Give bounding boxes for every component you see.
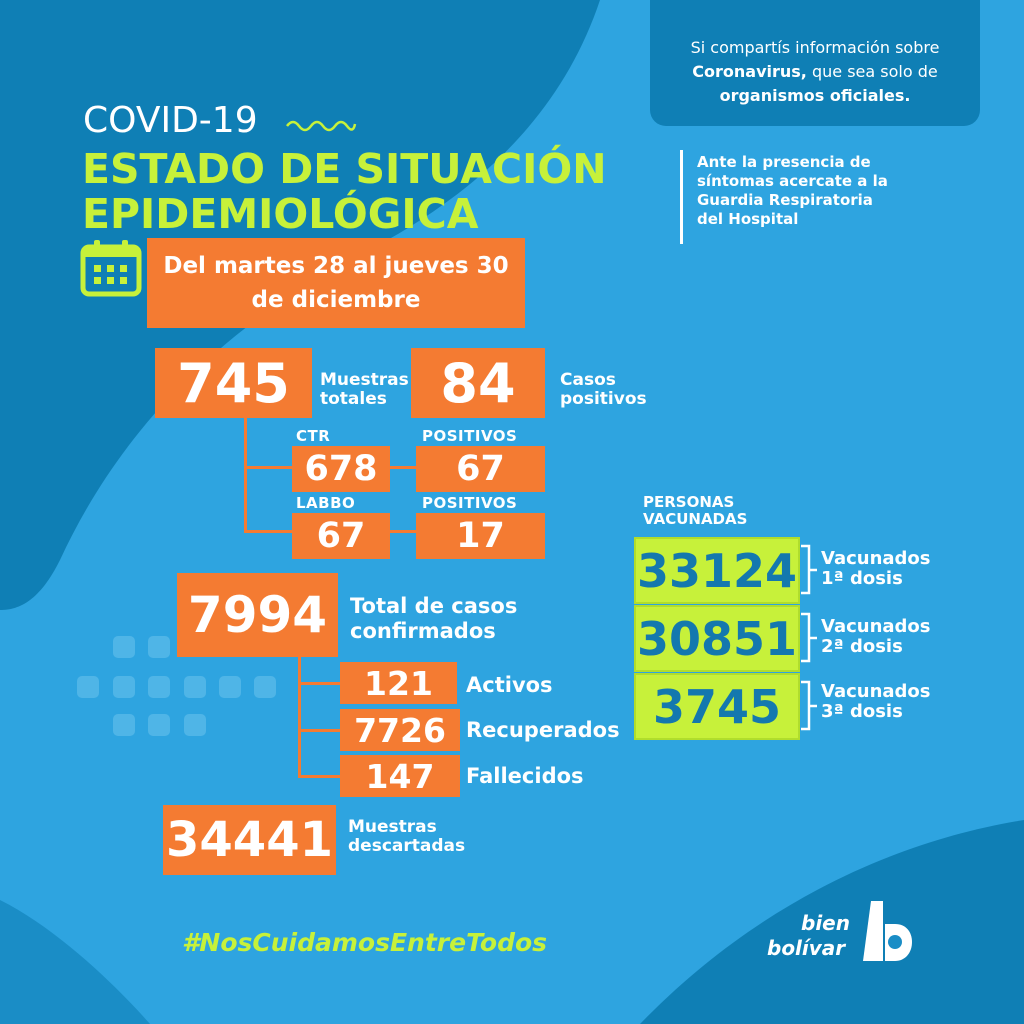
notice-text [650,36,980,108]
date-line2: de diciembre [251,287,421,313]
dose1-label-2: 1ª dosis [821,568,903,589]
advice-line3: Guardia Respiratoria [697,191,873,209]
positive-cases-label-1: Casos [560,370,616,390]
dose3-label-1: Vacunados [821,681,931,702]
logo-line1: bien [801,911,850,935]
labbo-connector [244,530,292,533]
logo-mark-icon [859,898,913,964]
covid-label: COVID-19 [83,100,258,141]
total-samples-label-2: totales [320,389,387,409]
logo [765,898,915,968]
page-title-line2: EPIDEMIOLÓGICA [82,190,479,238]
confirmed-total-value: 7994 [177,573,338,657]
dose2-label-1: Vacunados [821,616,931,637]
ctr-label: CTR [296,427,331,445]
labbo-value: 67 [292,513,390,559]
advice-text [697,153,888,229]
confirmed-label-1: Total de casos [350,594,518,618]
labbo-positive-label: POSITIVOS [422,494,518,512]
discarded-value: 34441 [163,805,336,875]
vaccinated-title-2: VACUNADAS [643,510,748,528]
date-range-box [147,238,525,328]
confirmed-total-label [350,594,517,644]
dose1-label-1: Vacunados [821,548,931,569]
ctr-connector [244,466,292,469]
vaccinated-title-1: PERSONAS [643,493,735,511]
labbo-positive-value: 17 [416,513,545,559]
active-connector [298,682,340,685]
labbo-label: LABBO [296,494,356,512]
ctr-positive-label: POSITIVOS [422,427,518,445]
calendar-icon [80,239,142,297]
vaccine-brackets [799,543,819,735]
active-label: Activos [466,673,553,697]
notice-line2-bold: Coronavirus, [692,62,807,81]
active-value: 121 [340,662,457,704]
samples-connector [244,418,247,532]
dose1-value: 33124 [634,537,800,604]
ctr-positive-connector [390,466,416,469]
recovered-connector [298,729,340,732]
discarded-label-2: descartadas [348,836,466,856]
ctr-positive-value: 67 [416,446,545,492]
dose2-label [821,617,931,657]
notice-line2-rest: que sea solo de [806,62,938,81]
notice-line1: Si compartís información sobre [690,38,940,57]
ctr-value: 678 [292,446,390,492]
advice-line4: del Hospital [697,210,799,228]
confirmed-label-2: confirmados [350,619,496,643]
deceased-connector [298,775,340,778]
page-title-line1: ESTADO DE SITUACIÓN [82,145,607,193]
recovered-value: 7726 [340,709,460,751]
advice-line2: síntomas acercate a la [697,172,888,190]
dose1-label [821,549,931,589]
total-samples-label [320,371,409,409]
positive-cases-label [560,371,647,409]
dose3-label-2: 3ª dosis [821,701,903,722]
dose2-value: 30851 [634,605,800,672]
deceased-value: 147 [340,755,460,797]
vaccinated-title [643,494,747,528]
advice-line1: Ante la presencia de [697,153,871,171]
dose3-value: 3745 [634,673,800,740]
total-samples-value: 745 [155,348,312,418]
total-samples-label-1: Muestras [320,370,409,390]
notice-line3: organismos oficiales. [719,86,911,105]
dose3-label [821,682,931,722]
deceased-label: Fallecidos [466,764,584,788]
advice-divider [680,150,683,244]
recovered-label: Recuperados [466,718,620,742]
positive-cases-label-2: positivos [560,389,647,409]
notice-line2 [650,60,980,84]
labbo-positive-connector [390,530,416,533]
positive-cases-value: 84 [411,348,545,418]
hashtag: #NosCuidamosEntreTodos [182,928,548,957]
logo-line2: bolívar [767,936,846,960]
discarded-label-1: Muestras [348,817,437,837]
confirmed-connector [298,657,301,777]
dose2-label-2: 2ª dosis [821,636,903,657]
wave-icon [285,118,357,134]
date-line1: Del martes 28 al jueves 30 [163,253,509,279]
discarded-label [348,818,465,856]
